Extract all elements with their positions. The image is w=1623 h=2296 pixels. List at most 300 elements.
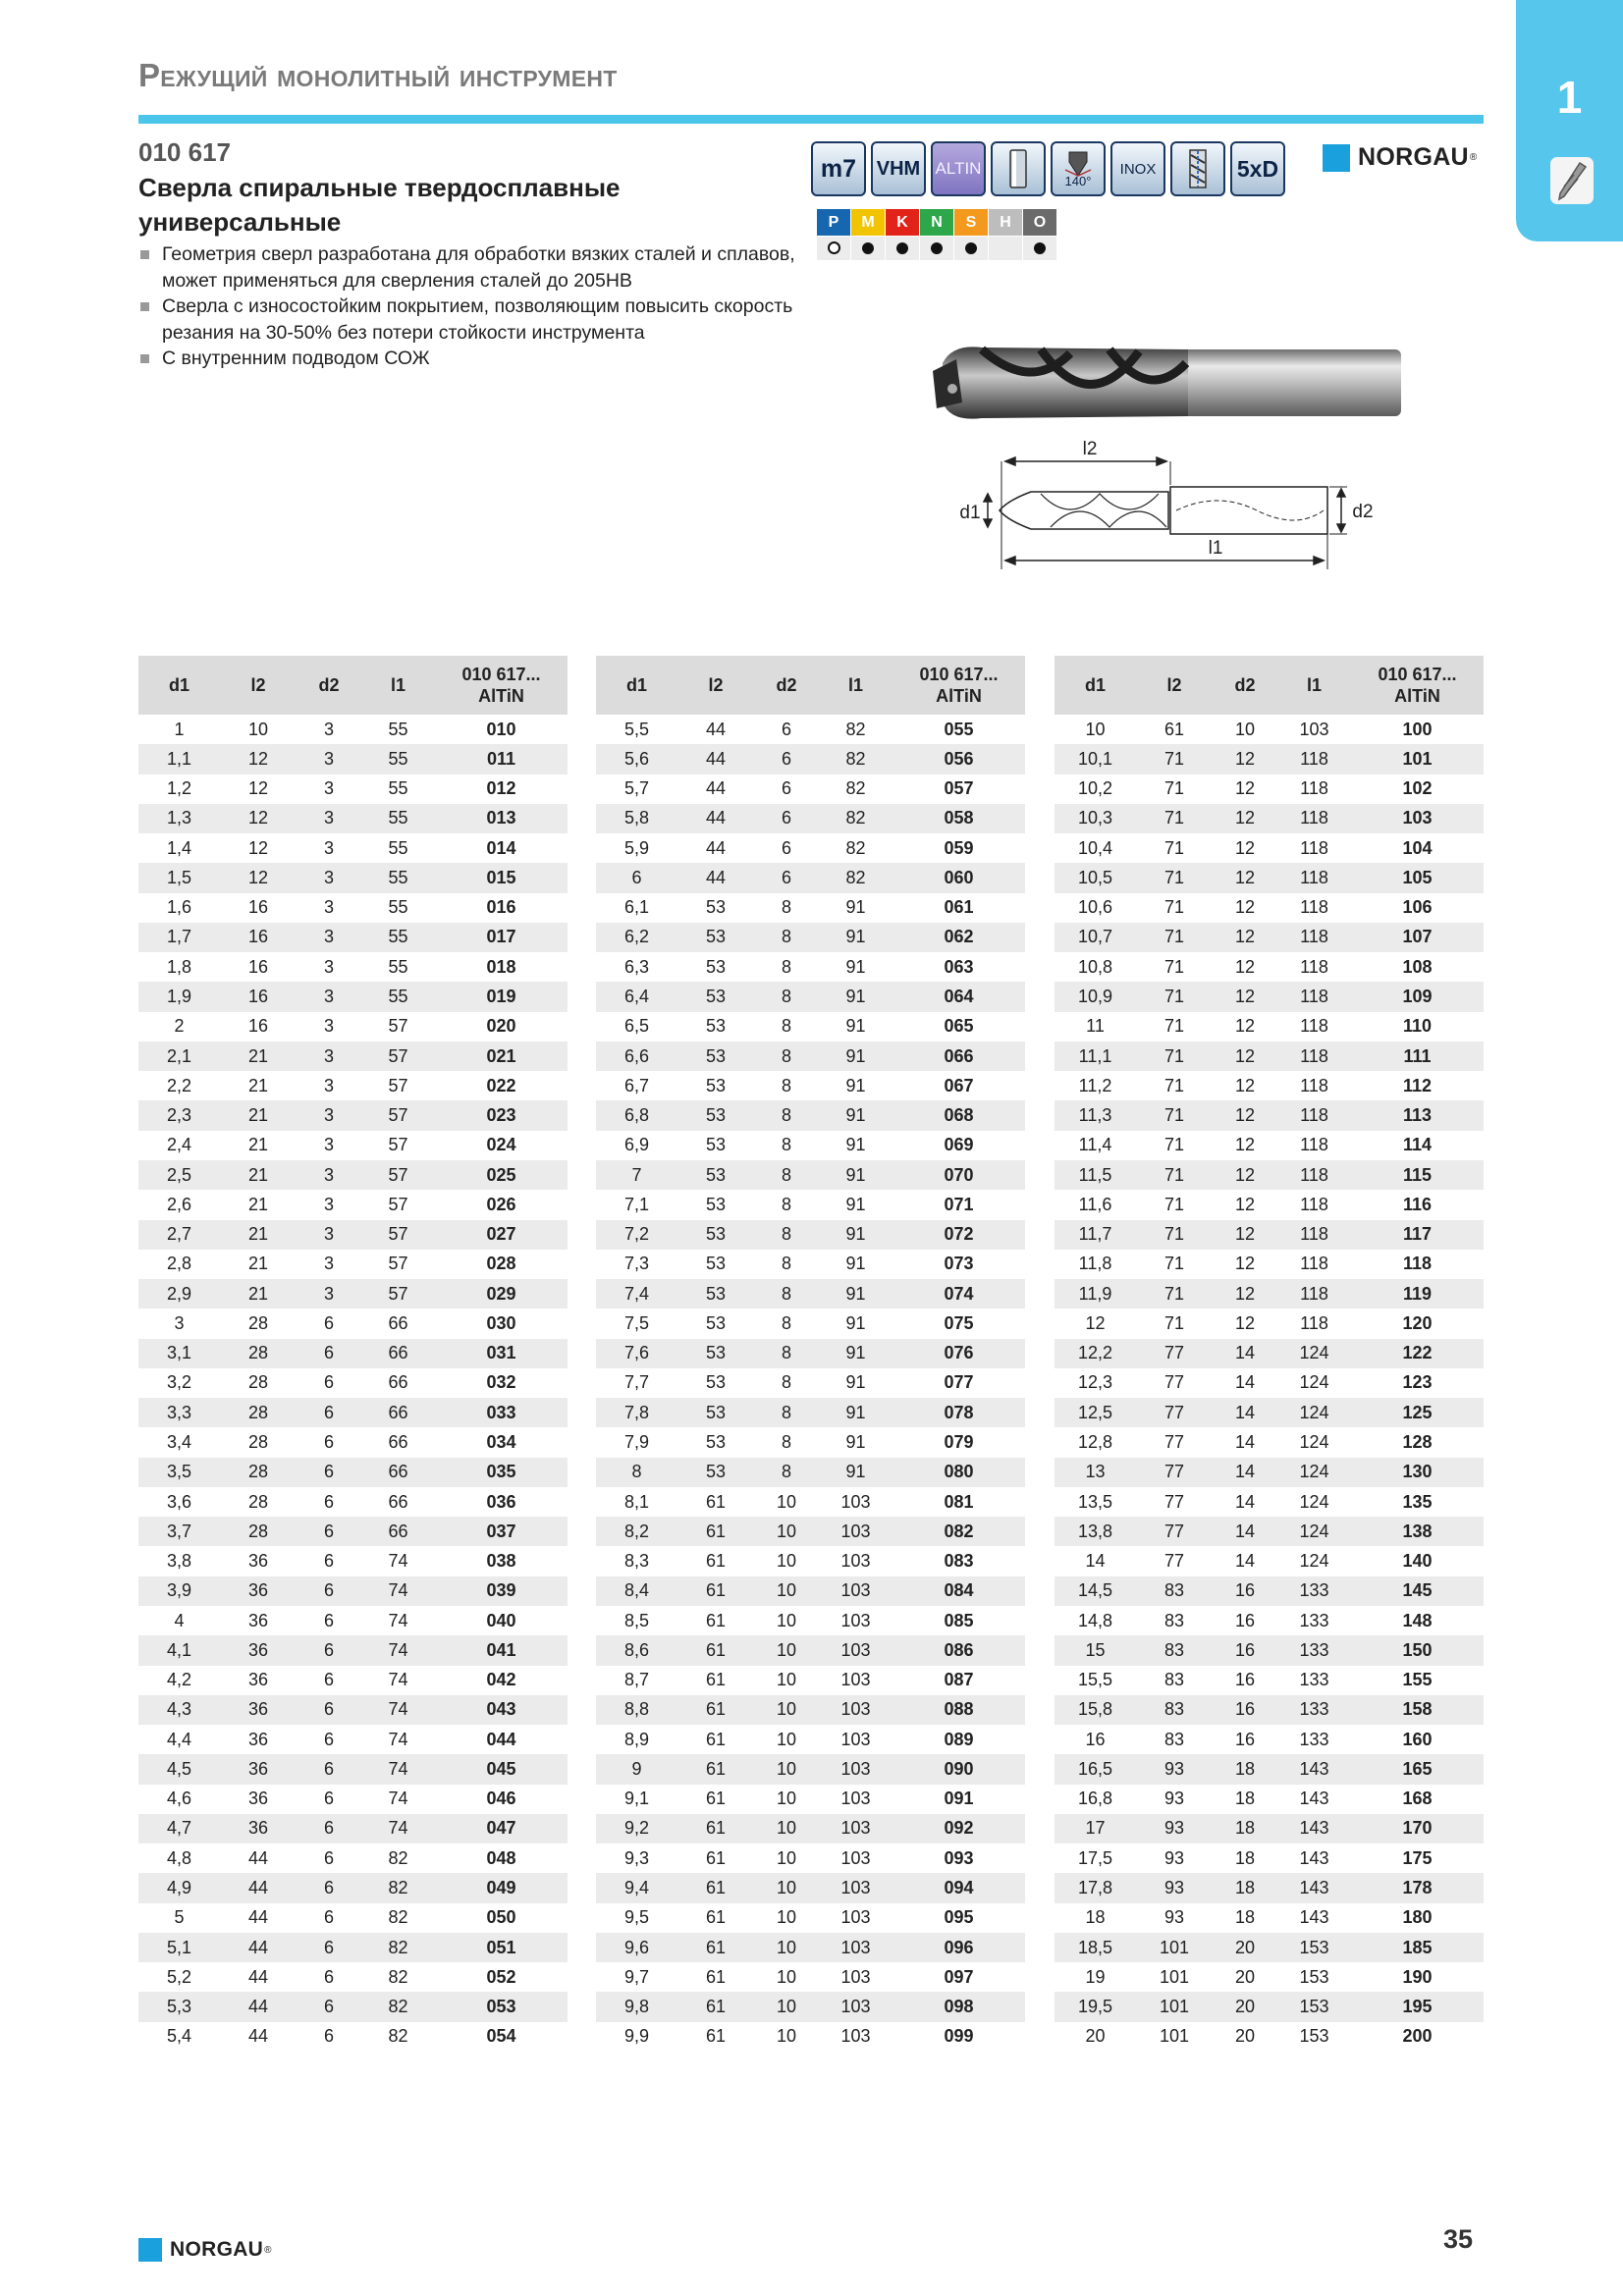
cell-l2: 83 xyxy=(1163,1670,1185,1690)
cell-d2: 12 xyxy=(1213,1160,1277,1190)
cell-code: 094 xyxy=(893,1873,1025,1902)
table-row xyxy=(596,1071,1025,1100)
cell-d1: 5,4 xyxy=(166,2026,192,2047)
table-row xyxy=(1055,1368,1484,1398)
cell-code: 110 xyxy=(1402,1016,1433,1037)
cell-l2: 53 xyxy=(677,1100,754,1130)
cell-l1: 133 xyxy=(1277,1695,1351,1725)
size-table-body xyxy=(1055,715,1484,2052)
cell-l1: 103 xyxy=(819,1873,893,1902)
cell-d2: 8 xyxy=(781,1372,791,1393)
cell-code: 033 xyxy=(435,1398,568,1427)
cell-l2: 93 xyxy=(1163,1907,1185,1928)
table-row xyxy=(1055,952,1484,982)
cell-l2: 61 xyxy=(705,1551,727,1572)
cell-code: 113 xyxy=(1351,1100,1484,1130)
cell-code: 010 xyxy=(486,719,516,739)
cell-code: 081 xyxy=(944,1491,974,1512)
cell-l1: 143 xyxy=(1277,1873,1351,1902)
cell-l1: 103 xyxy=(840,1847,871,1868)
table-row xyxy=(138,1160,568,1190)
cell-l1: 91 xyxy=(845,1075,866,1095)
cell-d2: 18 xyxy=(1234,1907,1256,1928)
tolerance-label: m7 xyxy=(820,154,857,183)
cell-l1: 74 xyxy=(361,1754,435,1784)
cell-l2: 53 xyxy=(677,1220,754,1250)
cell-code: 125 xyxy=(1351,1398,1484,1427)
table-row xyxy=(596,1546,1025,1575)
cell-l1: 91 xyxy=(819,1339,893,1368)
cell-l1: 103 xyxy=(840,1551,871,1572)
drill-illustration xyxy=(923,324,1473,589)
cell-l1: 118 xyxy=(1300,897,1328,918)
cell-d2: 6 xyxy=(323,1847,334,1868)
cell-d2: 14 xyxy=(1234,1551,1256,1572)
cell-l1: 103 xyxy=(840,2026,871,2047)
cell-code: 158 xyxy=(1351,1695,1484,1725)
cell-d2: 18 xyxy=(1234,1789,1256,1809)
cell-l1: 153 xyxy=(1299,2026,1329,2047)
cell-d1: 11,7 xyxy=(1055,1220,1136,1250)
table-row xyxy=(596,1220,1025,1250)
table-header-row xyxy=(1055,656,1484,715)
cell-code: 055 xyxy=(944,719,974,739)
cell-l2: 61 xyxy=(705,1966,727,1987)
material-mark-h xyxy=(989,237,1023,261)
cell-code: 062 xyxy=(893,923,1025,952)
table-row xyxy=(138,1220,568,1250)
cell-code: 019 xyxy=(435,982,568,1011)
filled-circle-icon xyxy=(862,242,874,254)
point-angle-label: 140° xyxy=(1064,173,1092,188)
feature-text: Сверла с износостойким покрытием, позволяющим повысить скорость резания на 30-50% без потери стойкости инструмента xyxy=(162,295,793,344)
col-header-l1: l1 xyxy=(819,656,893,715)
cell-l2: 71 xyxy=(1136,982,1213,1011)
cell-l1: 66 xyxy=(388,1432,408,1452)
cell-l2: 36 xyxy=(247,1610,269,1630)
material-group-n: N xyxy=(920,209,954,237)
cell-d1: 8,9 xyxy=(623,1729,650,1749)
cell-code: 095 xyxy=(944,1907,974,1928)
table-row xyxy=(596,1368,1025,1398)
cell-d1: 11,6 xyxy=(1078,1194,1112,1214)
dim-label-l1: l1 xyxy=(1208,538,1223,559)
cell-l2: 21 xyxy=(220,1100,297,1130)
cell-code: 190 xyxy=(1402,1966,1433,1987)
cell-l2: 21 xyxy=(247,1194,269,1214)
cell-d1: 6,3 xyxy=(623,956,650,977)
cell-d1: 17,8 xyxy=(1055,1873,1136,1902)
table-row xyxy=(596,1873,1025,1902)
cell-d2: 14 xyxy=(1234,1491,1256,1512)
cell-d1: 11,9 xyxy=(1055,1279,1136,1308)
cell-code: 175 xyxy=(1402,1847,1433,1868)
cell-l1: 103 xyxy=(819,1695,893,1725)
cell-d2: 16 xyxy=(1234,1610,1256,1630)
cell-code: 128 xyxy=(1402,1432,1433,1452)
cell-l2: 101 xyxy=(1136,1933,1213,1962)
table-row xyxy=(1055,1071,1484,1100)
cell-d2: 18 xyxy=(1213,1814,1277,1843)
cell-l2: 44 xyxy=(220,1992,297,2021)
cell-l2: 53 xyxy=(705,1312,727,1333)
cell-l2: 53 xyxy=(705,1372,727,1393)
cell-d2: 12 xyxy=(1213,982,1277,1011)
table-row xyxy=(1055,1487,1484,1517)
table-row xyxy=(138,804,568,833)
cell-d2: 12 xyxy=(1234,1016,1256,1037)
cell-d2: 6 xyxy=(323,1551,334,1572)
cell-d1: 5,7 xyxy=(623,778,650,799)
cell-d2: 12 xyxy=(1213,1041,1277,1071)
cell-l1: 118 xyxy=(1277,863,1351,892)
cell-l1: 124 xyxy=(1277,1458,1351,1487)
cell-l1: 91 xyxy=(819,923,893,952)
cell-code: 012 xyxy=(486,778,516,799)
tolerance-badge xyxy=(811,141,866,196)
cell-code: 013 xyxy=(435,804,568,833)
cell-l1: 66 xyxy=(361,1458,435,1487)
cell-code: 084 xyxy=(893,1576,1025,1606)
cell-l2: 53 xyxy=(677,982,754,1011)
cell-l1: 143 xyxy=(1299,1907,1329,1928)
cell-code: 082 xyxy=(893,1517,1025,1546)
cell-code: 026 xyxy=(486,1194,516,1214)
cell-code: 160 xyxy=(1402,1729,1433,1749)
table-row xyxy=(138,1695,568,1725)
table-row xyxy=(1055,715,1484,744)
cell-l2: 16 xyxy=(220,982,297,1011)
brand-name: NORGAU xyxy=(170,2238,264,2261)
cell-l2: 53 xyxy=(705,1135,727,1155)
cell-d1: 2,1 xyxy=(138,1041,220,1071)
cell-l1: 82 xyxy=(388,1966,408,1987)
cell-d1: 14,5 xyxy=(1055,1576,1136,1606)
table-row xyxy=(1055,1308,1484,1338)
cell-d1: 3,6 xyxy=(166,1491,192,1512)
cell-code: 145 xyxy=(1351,1576,1484,1606)
cell-code: 052 xyxy=(486,1966,516,1987)
cell-l1: 82 xyxy=(845,778,866,799)
cell-l1: 91 xyxy=(845,1194,866,1214)
cell-code: 014 xyxy=(486,837,516,858)
cell-l2: 28 xyxy=(220,1458,297,1487)
cell-d2: 16 xyxy=(1213,1576,1277,1606)
cell-d2: 6 xyxy=(297,1517,361,1546)
cell-l2: 44 xyxy=(705,778,727,799)
cell-l2: 61 xyxy=(705,1729,727,1749)
cell-l1: 82 xyxy=(388,2026,408,2047)
cell-l1: 66 xyxy=(361,1339,435,1368)
cell-l2: 83 xyxy=(1163,1610,1185,1630)
table-row xyxy=(596,744,1025,774)
cell-code: 185 xyxy=(1351,1933,1484,1962)
cell-l2: 71 xyxy=(1136,804,1213,833)
cell-l2: 16 xyxy=(220,923,297,952)
cell-l1: 82 xyxy=(361,1873,435,1902)
table-row xyxy=(1055,1576,1484,1606)
registered-mark: ® xyxy=(264,2244,272,2256)
cell-l2: 61 xyxy=(677,1814,754,1843)
cell-code: 059 xyxy=(944,837,974,858)
cell-d1: 7,4 xyxy=(596,1279,677,1308)
cell-d1: 1,9 xyxy=(138,982,220,1011)
registered-mark: ® xyxy=(1469,152,1478,163)
cell-d1: 4,8 xyxy=(166,1847,192,1868)
cell-code: 168 xyxy=(1402,1789,1433,1809)
table-row xyxy=(1055,1190,1484,1219)
table-row xyxy=(596,833,1025,863)
chapter-tab[interactable] xyxy=(1516,0,1623,241)
cell-d1: 4,2 xyxy=(166,1670,192,1690)
cell-code: 076 xyxy=(893,1339,1025,1368)
cell-d2: 12 xyxy=(1234,1075,1256,1095)
cell-l2: 93 xyxy=(1163,1789,1185,1809)
table-row xyxy=(138,1843,568,1873)
cell-l1: 74 xyxy=(388,1789,408,1809)
cell-d2: 12 xyxy=(1234,897,1256,918)
cell-d1: 3 xyxy=(174,1312,185,1333)
cell-d2: 14 xyxy=(1234,1372,1256,1393)
cell-d2: 10 xyxy=(754,1992,819,2021)
cell-d1: 6,9 xyxy=(623,1135,650,1155)
feature-list xyxy=(138,241,806,372)
cell-l2: 61 xyxy=(705,1847,727,1868)
table-row xyxy=(1055,1962,1484,1992)
cell-d2: 3 xyxy=(297,1160,361,1190)
cell-l1: 82 xyxy=(361,1933,435,1962)
cell-d1: 4,4 xyxy=(166,1729,192,1749)
page-number: 35 xyxy=(1443,2224,1474,2254)
table-row xyxy=(596,1843,1025,1873)
cell-l1: 124 xyxy=(1277,1517,1351,1546)
cell-l2: 12 xyxy=(220,744,297,774)
table-row xyxy=(596,1606,1025,1635)
cell-l2: 53 xyxy=(705,1254,727,1274)
cell-d2: 10 xyxy=(776,1907,797,1928)
feature-item xyxy=(138,241,806,294)
brand-logo xyxy=(1323,143,1477,172)
cell-code: 049 xyxy=(435,1873,568,1902)
material-label: VHM xyxy=(876,157,921,180)
cell-l1: 74 xyxy=(388,1670,408,1690)
cell-l2: 77 xyxy=(1136,1517,1213,1546)
table-row xyxy=(596,1962,1025,1992)
cell-l2: 44 xyxy=(677,863,754,892)
cell-code: 118 xyxy=(1402,1254,1433,1274)
cell-l2: 53 xyxy=(677,1160,754,1190)
cell-l2: 28 xyxy=(247,1491,269,1512)
cell-l1: 91 xyxy=(845,1016,866,1037)
cell-d2: 8 xyxy=(781,1432,791,1452)
cell-l2: 53 xyxy=(705,1432,727,1452)
cell-d1: 6,8 xyxy=(596,1100,677,1130)
cell-code: 054 xyxy=(486,2026,516,2047)
cell-d1: 10,7 xyxy=(1055,923,1136,952)
cell-d1: 12,3 xyxy=(1077,1372,1113,1393)
cell-d2: 12 xyxy=(1213,1220,1277,1250)
cell-code: 043 xyxy=(435,1695,568,1725)
cell-d1: 3,7 xyxy=(138,1517,220,1546)
table-row xyxy=(138,1458,568,1487)
cell-l2: 44 xyxy=(677,744,754,774)
cell-code: 048 xyxy=(486,1847,516,1868)
cell-l1: 82 xyxy=(388,1907,408,1928)
cell-d1: 5,9 xyxy=(623,837,650,858)
cell-code: 034 xyxy=(486,1432,516,1452)
cell-d2: 10 xyxy=(754,1517,819,1546)
square-bullet-icon xyxy=(140,250,149,259)
cell-code: 115 xyxy=(1351,1160,1484,1190)
cell-l2: 28 xyxy=(247,1312,269,1333)
cell-d2: 20 xyxy=(1213,1933,1277,1962)
table-row xyxy=(596,715,1025,744)
cell-d1: 3,5 xyxy=(138,1458,220,1487)
cell-code: 038 xyxy=(486,1551,516,1572)
table-row xyxy=(596,2022,1025,2052)
cell-d2: 12 xyxy=(1234,1194,1256,1214)
dim-label-d2: d2 xyxy=(1352,502,1374,522)
cell-code: 057 xyxy=(944,778,974,799)
table-row xyxy=(596,1012,1025,1041)
cell-d2: 12 xyxy=(1213,1279,1277,1308)
cell-code: 053 xyxy=(435,1992,568,2021)
cell-d1: 20 xyxy=(1085,2026,1106,2047)
chapter-number: 1 xyxy=(1556,72,1583,123)
table-row xyxy=(596,1160,1025,1190)
table-row xyxy=(1055,1012,1484,1041)
cell-code: 150 xyxy=(1351,1635,1484,1665)
cell-d2: 20 xyxy=(1213,1992,1277,2021)
cell-code: 068 xyxy=(893,1100,1025,1130)
cell-d1: 1,4 xyxy=(166,837,192,858)
cell-d2: 3 xyxy=(323,1254,334,1274)
table-row xyxy=(138,1814,568,1843)
cell-d2: 6 xyxy=(754,804,819,833)
cell-code: 046 xyxy=(486,1789,516,1809)
cell-code: 099 xyxy=(944,2026,974,2047)
cell-l1: 74 xyxy=(388,1610,408,1630)
cell-l1: 118 xyxy=(1300,1254,1328,1274)
cell-l1: 91 xyxy=(845,1372,866,1393)
table-row xyxy=(138,833,568,863)
col-header-code xyxy=(435,656,568,715)
drill-photo xyxy=(933,347,1401,418)
cell-d1: 8,3 xyxy=(623,1551,650,1572)
cell-d1: 9 xyxy=(596,1754,677,1784)
material-mark-s xyxy=(954,237,989,261)
feature-item xyxy=(138,294,806,346)
cell-d2: 10 xyxy=(776,2026,797,2047)
material-mark-n xyxy=(920,237,954,261)
cell-l2: 36 xyxy=(220,1695,297,1725)
cell-code: 119 xyxy=(1351,1279,1484,1308)
cell-d1: 5,3 xyxy=(138,1992,220,2021)
cell-l1: 57 xyxy=(388,1075,408,1095)
cell-l2: 53 xyxy=(677,1041,754,1071)
cell-code: 069 xyxy=(944,1135,974,1155)
cell-d1: 12,5 xyxy=(1055,1398,1136,1427)
cell-l1: 91 xyxy=(819,1279,893,1308)
table-row xyxy=(138,1131,568,1160)
cell-l1: 143 xyxy=(1299,1789,1329,1809)
cell-code: 025 xyxy=(435,1160,568,1190)
cell-l1: 103 xyxy=(819,1517,893,1546)
cell-code: 022 xyxy=(486,1075,516,1095)
filled-circle-icon xyxy=(1034,242,1046,254)
cell-d1: 8,7 xyxy=(623,1670,650,1690)
cell-code: 098 xyxy=(893,1992,1025,2021)
cell-l1: 55 xyxy=(361,744,435,774)
table-row xyxy=(596,923,1025,952)
cell-code: 074 xyxy=(893,1279,1025,1308)
size-table-1 xyxy=(138,656,568,2052)
cell-l2: 12 xyxy=(220,804,297,833)
cell-d2: 3 xyxy=(297,923,361,952)
cell-d2: 3 xyxy=(297,863,361,892)
cell-l2: 36 xyxy=(247,1551,269,1572)
table-row xyxy=(596,863,1025,892)
cell-d1: 18 xyxy=(1085,1907,1106,1928)
cell-d1: 15,8 xyxy=(1055,1695,1136,1725)
cell-code: 075 xyxy=(944,1312,974,1333)
cell-l1: 66 xyxy=(361,1398,435,1427)
cell-l1: 91 xyxy=(845,1312,866,1333)
table-row xyxy=(1055,1606,1484,1635)
cell-l1: 55 xyxy=(388,778,408,799)
cell-d1: 7,2 xyxy=(596,1220,677,1250)
coating-label: ALTIN xyxy=(935,159,982,178)
cell-d1: 9,8 xyxy=(596,1992,677,2021)
cell-code: 112 xyxy=(1402,1075,1433,1095)
cell-l1: 118 xyxy=(1300,956,1328,977)
table-row xyxy=(596,1131,1025,1160)
cell-l1: 118 xyxy=(1277,1041,1351,1071)
material-mark-k xyxy=(886,237,920,261)
cell-d1: 13,5 xyxy=(1077,1491,1113,1512)
table-row xyxy=(1055,1992,1484,2021)
cell-d1: 7,6 xyxy=(596,1339,677,1368)
cell-d2: 8 xyxy=(754,1339,819,1368)
table-row xyxy=(596,1785,1025,1814)
table-row xyxy=(1055,804,1484,833)
cell-d1: 1,5 xyxy=(138,863,220,892)
cell-code: 105 xyxy=(1351,863,1484,892)
table-row xyxy=(1055,1814,1484,1843)
cell-l2: 93 xyxy=(1136,1814,1213,1843)
open-circle-icon xyxy=(828,241,840,254)
cell-d2: 12 xyxy=(1234,956,1256,977)
table-row xyxy=(1055,1220,1484,1250)
cell-d2: 6 xyxy=(781,837,791,858)
cell-code: 039 xyxy=(435,1576,568,1606)
cell-d1: 4 xyxy=(174,1610,185,1630)
cell-d1: 10,2 xyxy=(1077,778,1113,799)
cell-l1: 74 xyxy=(361,1635,435,1665)
cell-l2: 71 xyxy=(1136,1220,1213,1250)
brand-square-icon xyxy=(1323,144,1350,172)
cell-code: 061 xyxy=(944,897,974,918)
cell-d1: 5,2 xyxy=(166,1966,192,1987)
cell-d2: 6 xyxy=(297,1933,361,1962)
cell-d1: 5,8 xyxy=(596,804,677,833)
cell-d2: 3 xyxy=(323,1135,334,1155)
table-row xyxy=(138,952,568,982)
cell-d2: 12 xyxy=(1234,1135,1256,1155)
cell-d1: 1,7 xyxy=(138,923,220,952)
dim-label-d1: d1 xyxy=(959,503,981,523)
cell-code: 072 xyxy=(893,1220,1025,1250)
